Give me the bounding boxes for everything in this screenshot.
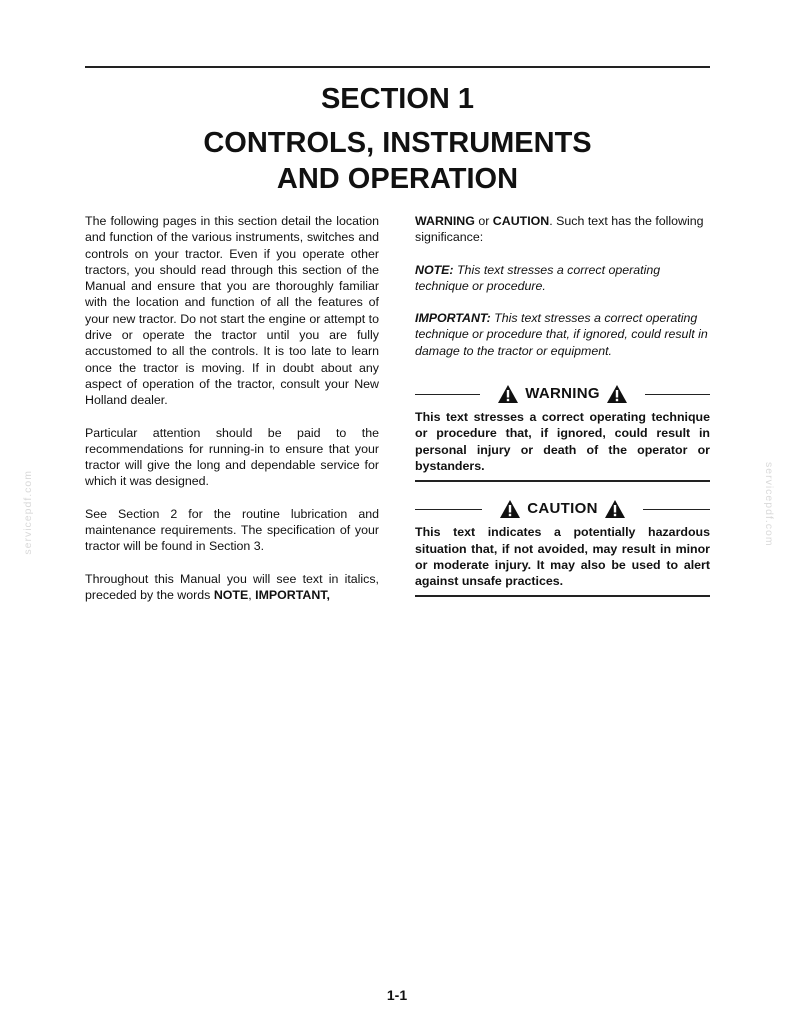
italics-paragraph — [85, 571, 379, 604]
left-column — [85, 213, 379, 619]
keywords-or: or — [474, 214, 493, 228]
important-paragraph — [415, 310, 710, 359]
caution-rule-left — [415, 509, 482, 510]
warning-text: This text stresses a correct operating technique or procedure that, if ignored, could result in personal injury or death of the operator or bystanders. — [415, 409, 710, 482]
page-number: 1-1 — [386, 987, 408, 1003]
warning-triangle-icon — [607, 385, 627, 403]
keywords-intro-rest: . Such text has the following significance: — [415, 214, 704, 245]
page-title-line-2: AND OPERATION — [276, 163, 519, 195]
keywords-intro-paragraph — [415, 213, 710, 246]
caution-keyword: CAUTION — [492, 214, 550, 228]
top-rule — [85, 66, 710, 68]
important-text: This text stresses a correct operating technique or procedure that, if ignored, could result in damage to the tractor or equipment. — [415, 311, 708, 358]
note-paragraph — [415, 262, 710, 295]
watermark-right: servicepdf.com — [763, 462, 775, 547]
keyword-separator: , — [248, 587, 256, 602]
important-label: IMPORTANT: — [415, 311, 491, 326]
right-column — [415, 213, 710, 597]
caution-text: This text indicates a potentially hazardous situation that, if not avoided, may result in minor or moderate injury. It may also be used to alert against unsafe practices. — [415, 524, 710, 597]
italics-paragraph-text: Throughout this Manual you will see text in italics, preceded by the words — [85, 571, 379, 602]
note-label: NOTE: — [415, 262, 454, 277]
warning-box — [415, 381, 710, 482]
caution-header — [415, 496, 710, 522]
warning-rule-left — [415, 394, 480, 395]
caution-box — [415, 496, 710, 597]
warning-rule-right — [645, 394, 710, 395]
page-title-line-1: CONTROLS, INSTRUMENTS — [203, 127, 592, 159]
caution-triangle-icon — [605, 500, 625, 518]
warning-title: WARNING — [525, 384, 600, 402]
caution-title: CAUTION — [527, 500, 598, 518]
section-heading: SECTION 1 — [320, 83, 475, 115]
note-text: This text stresses a correct operating technique or procedure. — [415, 262, 661, 293]
caution-triangle-icon — [500, 500, 520, 518]
caution-rule-right — [643, 509, 710, 510]
warning-keyword: WARNING — [415, 214, 475, 228]
important-keyword: IMPORTANT, — [255, 587, 330, 602]
warning-header — [415, 381, 710, 407]
note-keyword: NOTE — [213, 587, 249, 602]
warning-triangle-icon — [498, 385, 518, 403]
intro-paragraph: The following pages in this section detail the location and function of the various instruments, switches and controls on your tractor. Even if you operate other tractors, you should read through this section of the Manual and ensure that you are thoroughly familiar with the location and function of all the features of your new tractor. Do not start the engine or attempt to drive or operate the tractor until you are fully accustomed to all the controls. It is too late to learn once the tractor is moving. If in doubt about any aspect of operation of the tractor, consult your New Holland dealer. — [85, 214, 379, 408]
running-in-paragraph: Particular attention should be paid to the recommendations for running-in to ensure that your tractor will give the long and dependable service for which it was designed. — [85, 425, 379, 489]
watermark-left: servicepdf.com — [22, 470, 34, 555]
lubrication-paragraph: See Section 2 for the routine lubrication and maintenance requirements. The specification of your tractor will be found in Section 3. — [85, 506, 379, 554]
